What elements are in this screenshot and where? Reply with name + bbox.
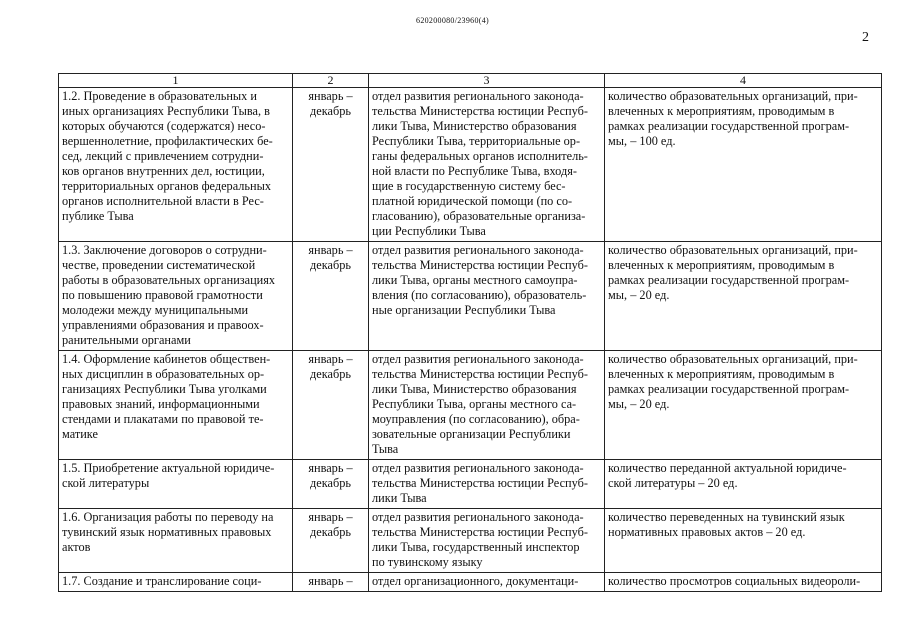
period-cell: январь – декабрь [293,88,369,242]
indicator-cell: количество переданной актуальной юридиче- ской литературы – 20 ед. [605,460,882,509]
indicator-cell: количество образовательных организаций, при- влеченных к мероприятиям, проводимым в рамках реализации государственной програм- мы, – 20 ед. [605,242,882,351]
responsible-cell: отдел развития регионального законода- тельства Министерства юстиции Респуб- лики Тыва, Министерство образования Республики Тыва, органы местного са- моуправления (по согласованию), обра- зовательные организации Республики Тыва [369,351,605,460]
activity-cell: 1.5. Приобретение актуальной юридиче- ской литературы [59,460,293,509]
activity-cell: 1.7. Создание и транслирование соци- [59,573,293,592]
table-row [59,460,882,509]
table-row [59,573,882,592]
column-header: 3 [369,74,605,88]
activity-cell: 1.6. Организация работы по переводу на тувинский язык нормативных правовых актов [59,509,293,573]
indicator-cell: количество переведенных на тувинский язык нормативных правовых актов – 20 ед. [605,509,882,573]
activity-cell: 1.4. Оформление кабинетов обществен- ных дисциплин в образовательных ор- ганизациях Республики Тыва уголками правовых знаний, информационными стендами и плакатами по правовой те- матике [59,351,293,460]
responsible-cell: отдел развития регионального законода- тельства Министерства юстиции Респуб- лики Тыва, Министерство образования Республики Тыва, территориальные ор- ганы федеральных органов исполнитель- ной власти по Республике Тыва, входя- щие в государственную систему бес- платной юридической помощи (по со- гласованию), образовательные организа- ции Республики Тыва [369,88,605,242]
period-cell: январь – декабрь [293,351,369,460]
page-number: 2 [862,30,869,45]
column-header: 4 [605,74,882,88]
period-cell: январь – декабрь [293,509,369,573]
document-code: 620200080/23960(4) [416,16,489,25]
activity-cell: 1.3. Заключение договоров о сотрудни- честве, проведении систематической работы в образовательных организациях по повышению правовой грамотности молодежи между муниципальными управлениями образования и правоох- ранительными органами [59,242,293,351]
indicator-cell: количество образовательных организаций, при- влеченных к мероприятиям, проводимым в рамках реализации государственной програм- мы, – 20 ед. [605,351,882,460]
responsible-cell: отдел развития регионального законода- тельства Министерства юстиции Респуб- лики Тыва [369,460,605,509]
responsible-cell: отдел развития регионального законода- тельства Министерства юстиции Респуб- лики Тыва, органы местного самоупра- вления (по согласованию), образователь- ные организации Республики Тыва [369,242,605,351]
indicator-cell: количество просмотров социальных видеороли- [605,573,882,592]
period-cell: январь – [293,573,369,592]
table-row [59,88,882,242]
table-row [59,509,882,573]
period-cell: январь – декабрь [293,460,369,509]
column-header: 1 [59,74,293,88]
column-header: 2 [293,74,369,88]
activity-cell: 1.2. Проведение в образовательных и иных организациях Республики Тыва, в которых обучаются (содержатся) несо- вершеннолетние, профилактических бе- сед, лекций с привлечением сотрудни- ков органов внутренних дел, юстиции, территориальных органов федеральных органов исполнительной власти в Рес- публике Тыва [59,88,293,242]
responsible-cell: отдел развития регионального законода- тельства Министерства юстиции Респуб- лики Тыва, государственный инспектор по тувинскому языку [369,509,605,573]
responsible-cell: отдел организационного, документаци- [369,573,605,592]
table-row [59,242,882,351]
table-header-row [59,74,882,88]
period-cell: январь – декабрь [293,242,369,351]
table-row [59,351,882,460]
plan-table [58,73,882,592]
indicator-cell: количество образовательных организаций, при- влеченных к мероприятиям, проводимым в рамках реализации государственной програм- мы, – 100 ед. [605,88,882,242]
